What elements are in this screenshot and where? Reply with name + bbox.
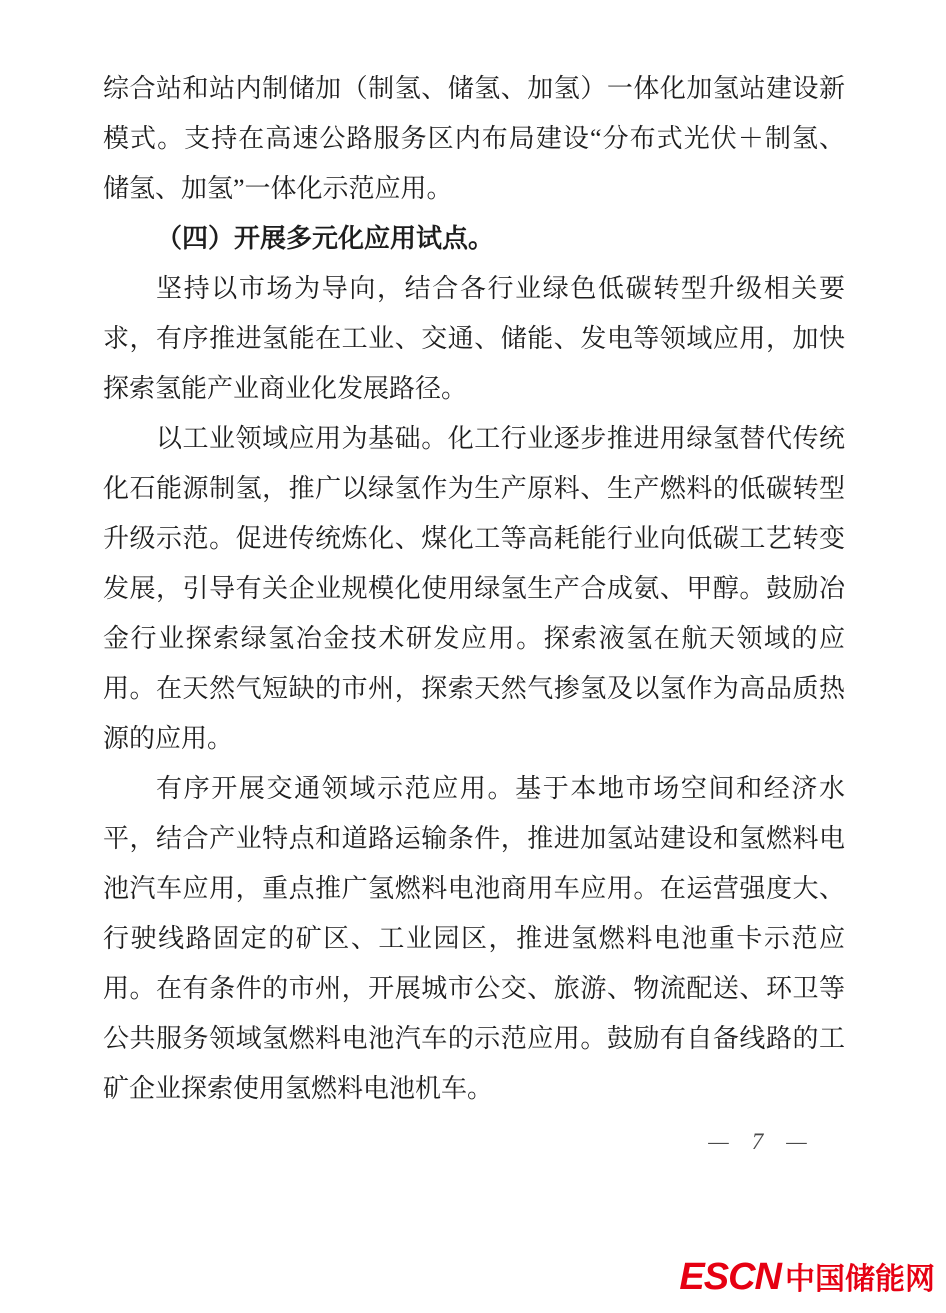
text-line: 求，有序推进氢能在工业、交通、储能、发电等领域应用，加快	[103, 324, 845, 353]
text-line: 用。在有条件的市州，开展城市公交、旅游、物流配送、环卫等	[103, 974, 845, 1003]
text-line: 储氢、加氢”一体化示范应用。	[103, 174, 453, 203]
text-line: 模式。支持在高速公路服务区内布局建设“分布式光伏＋制氢、	[103, 124, 845, 153]
text-line: 探索氢能产业商业化发展路径。	[103, 374, 468, 403]
text-line: 池汽车应用，重点推广氢燃料电池商用车应用。在运营强度大、	[103, 874, 845, 903]
text-line: 综合站和站内制储加（制氢、储氢、加氢）一体化加氢站建设新	[103, 74, 845, 103]
text-line: 行驶线路固定的矿区、工业园区，推进氢燃料电池重卡示范应	[103, 924, 845, 953]
text-line: 以工业领域应用为基础。化工行业逐步推进用绿氢替代传统	[156, 424, 845, 453]
text-line: 有序开展交通领域示范应用。基于本地市场空间和经济水	[156, 774, 845, 803]
text-line: 发展，引导有关企业规模化使用绿氢生产合成氨、甲醇。鼓励冶	[103, 574, 845, 603]
escn-logo	[679, 1254, 935, 1299]
text-line: 平，结合产业特点和道路运输条件，推进加氢站建设和氢燃料电	[103, 824, 845, 853]
section-heading: （四）开展多元化应用试点。	[156, 224, 495, 253]
escn-logo-text-cn: 中国储能网	[785, 1263, 935, 1296]
text-line: 坚持以市场为导向，结合各行业绿色低碳转型升级相关要	[156, 274, 845, 303]
page-number: — 7 —	[708, 1129, 807, 1154]
escn-logo-text-en: ESCN	[679, 1256, 781, 1298]
text-line: 化石能源制氢，推广以绿氢作为生产原料、生产燃料的低碳转型	[103, 474, 845, 503]
text-line: 用。在天然气短缺的市州，探索天然气掺氢及以氢作为高品质热	[103, 674, 845, 703]
document-body	[103, 64, 845, 1114]
text-line: 公共服务领域氢燃料电池汽车的示范应用。鼓励有自备线路的工	[103, 1024, 845, 1053]
text-line: 矿企业探索使用氢燃料电池机车。	[103, 1074, 494, 1103]
text-line: 金行业探索绿氢冶金技术研发应用。探索液氢在航天领域的应	[103, 624, 845, 653]
text-line: 升级示范。促进传统炼化、煤化工等高耗能行业向低碳工艺转变	[103, 524, 845, 553]
text-line: 源的应用。	[103, 724, 234, 753]
